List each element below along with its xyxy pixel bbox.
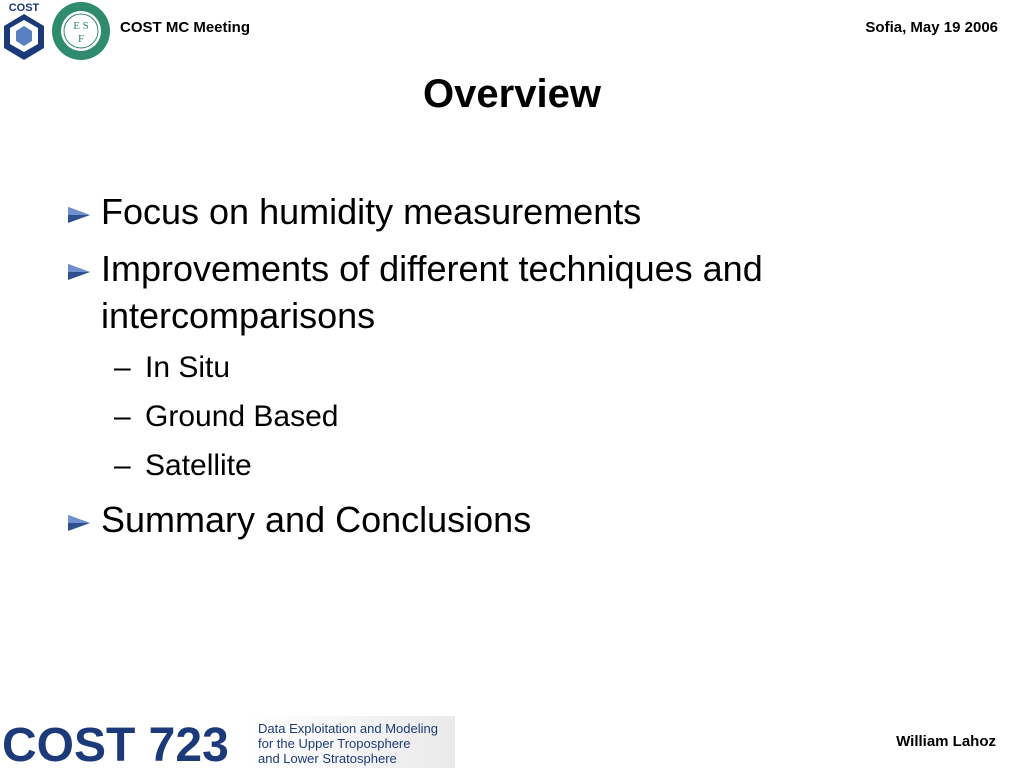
action-desc-line2: for the Upper Troposphere (258, 736, 411, 751)
bullet-text: Summary and Conclusions (101, 499, 532, 540)
action-desc-line3: and Lower Stratosphere (258, 751, 397, 766)
bullet-arrow-icon (66, 262, 92, 282)
svg-text:F: F (77, 33, 85, 45)
meeting-name: COST MC Meeting (120, 19, 250, 36)
cost-723-title: COST 723 (2, 719, 229, 768)
esf-logo-lettering: E S (73, 20, 89, 32)
slide-title: Overview (423, 72, 601, 116)
bullet-item (66, 245, 926, 339)
sub-bullet-list (66, 349, 926, 484)
cost-logo-lettering: COST (8, 2, 40, 14)
sub-bullet-item (66, 398, 926, 435)
bullet-text: Improvements of different techniques and intercomparisons (101, 248, 763, 336)
sub-bullet-dash: – (114, 400, 131, 433)
sub-bullet-text: Satellite (145, 449, 252, 482)
sub-bullet-text: Ground Based (145, 400, 339, 433)
bullet-item (66, 188, 926, 235)
sub-bullet-dash: – (114, 351, 131, 384)
bullet-text: Focus on humidity measurements (101, 191, 642, 232)
sub-bullet-item (66, 447, 926, 484)
esf-logo (50, 0, 112, 62)
cost-723-banner (0, 716, 460, 768)
meeting-place-date: Sofia, May 19 2006 (865, 19, 998, 36)
author-name: William Lahoz (896, 733, 996, 750)
bullet-arrow-icon (66, 513, 92, 533)
bullet-item (66, 496, 926, 543)
cost-logo-small (0, 0, 48, 60)
bullet-list (66, 188, 926, 553)
bullet-arrow-icon (66, 205, 92, 225)
sub-bullet-text: In Situ (145, 351, 231, 384)
action-desc-line1: Data Exploitation and Modeling (258, 721, 438, 736)
sub-bullet-item (66, 349, 926, 386)
sub-bullet-dash: – (114, 449, 131, 482)
